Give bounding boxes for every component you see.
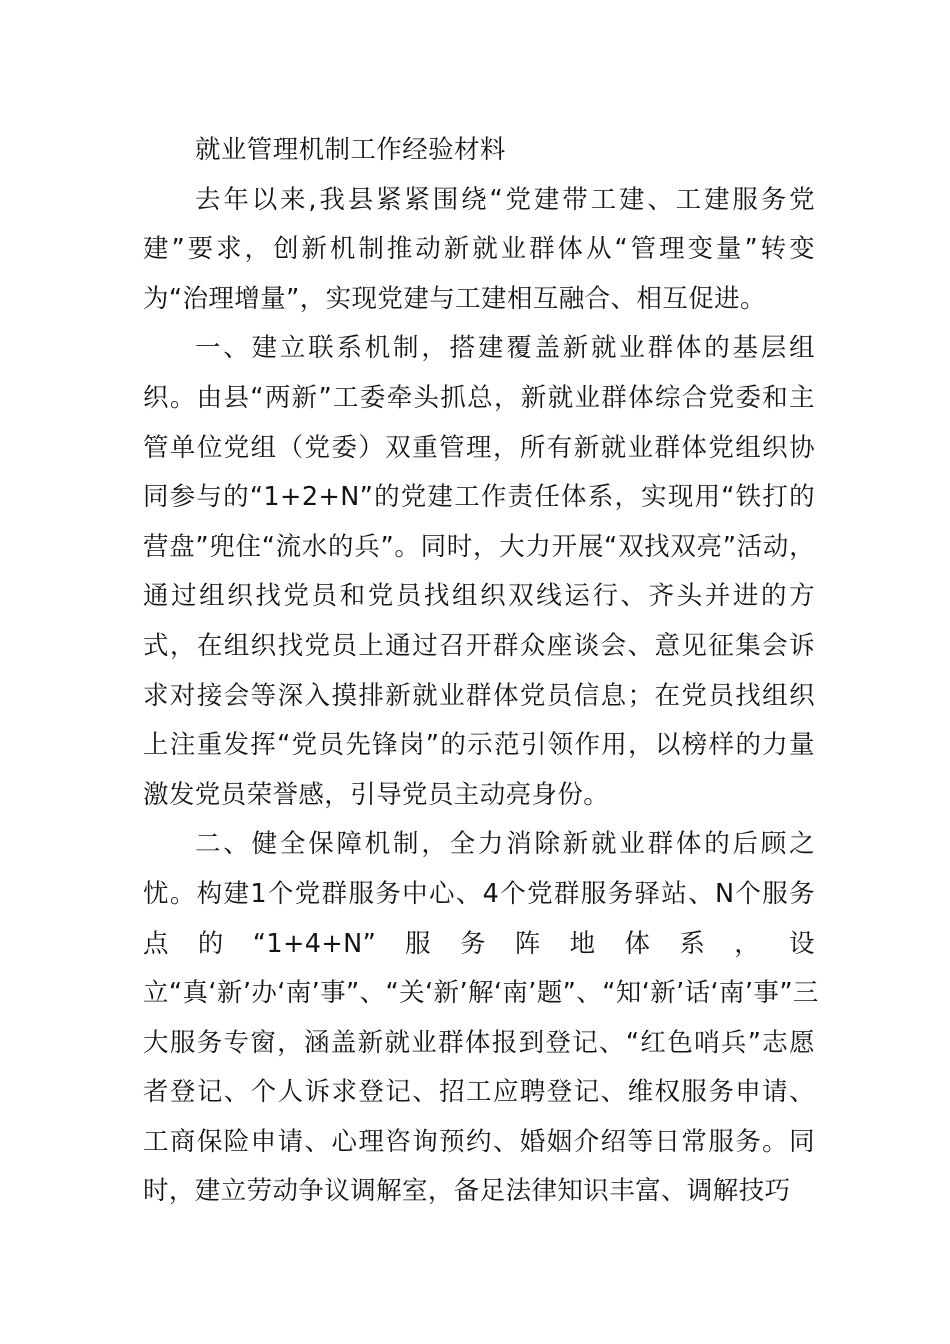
- document-body: [143, 126, 819, 1217]
- paragraph-section-1: 一、建立联系机制，搭建覆盖新就业群体的基层组织。由县“两新”工委牵头抓总，新就业群体综合党委和主管单位党组（党委）双重管理，所有新就业群体党组织协同参与的“1+2+N”的党建工作责任体系，实现用“铁打的营盘”兜住“流水的兵”。同时，大力开展“双找双亮”活动，通过组织找党员和党员找组织双线运行、齐头并进的方式，在组织找党员上通过召开群众座谈会、意见征集会诉求对接会等深入摸排新就业群体党员信息；在党员找组织上注重发挥“党员先锋岗”的示范引领作用，以榜样的力量激发党员荣誉感，引导党员主动亮身份。: [143, 333, 815, 810]
- paragraph-intro: 去年以来,我县紧紧围绕“党建带工建、工建服务党建”要求，创新机制推动新就业群体从“管理变量”转变为“治理增量”，实现党建与工建相互融合、相互促进。: [143, 184, 815, 314]
- document-title: 就业管理机制工作经验材料: [195, 135, 506, 165]
- paragraph-section-2: 二、健全保障机制，全力消除新就业群体的后顾之忧。构建1个党群服务中心、4个党群服务驿站、N个服务点的“1+4+N”服务阵地体系，设立“真‘新’办‘南’事”、“关‘新’解‘南’题”、“知‘新’话‘南’事”三大服务专窗，涵盖新就业群体报到登记、“红色哨兵”志愿者登记、个人诉求登记、招工应聘登记、维权服务申请、工商保险申请、心理咨询预约、婚姻介绍等日常服务。同时，建立劳动争议调解室，备足法律知识丰富、调解技巧: [143, 829, 819, 1207]
